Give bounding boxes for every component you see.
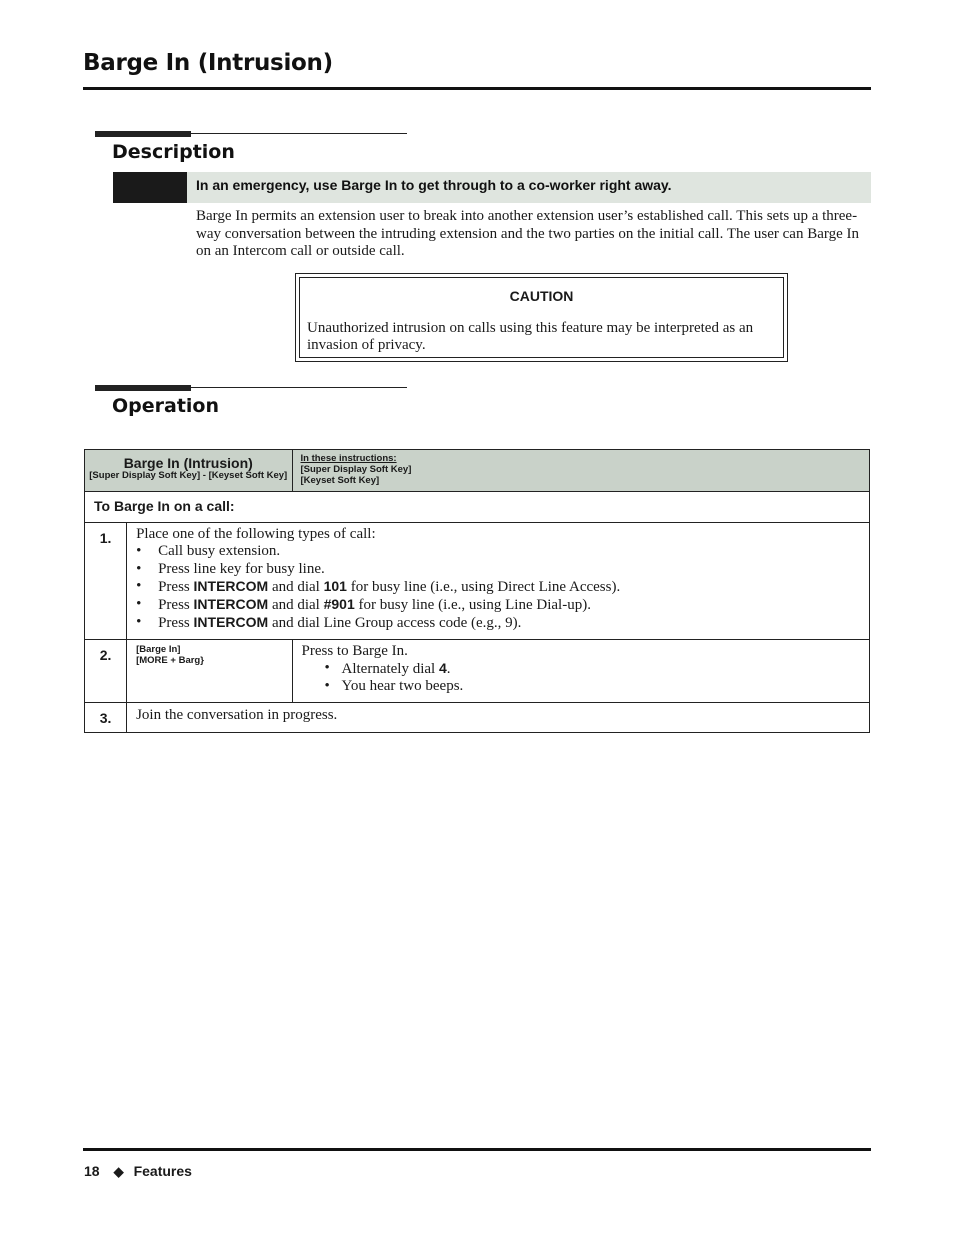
text-fragment: and dial bbox=[268, 578, 324, 595]
text-fragment: and dial Line Group access code (e.g., 9). bbox=[268, 615, 522, 632]
soft-key-label: [Barge In] bbox=[136, 643, 181, 655]
list-item: • Call busy extension. bbox=[136, 543, 861, 560]
soft-key-cell bbox=[127, 639, 292, 702]
description-body: Barge In permits an extension user to break into another extension user’s established call. This sets up a three-way conversation between the intruding extension and the two parties on the initial call. The user can Barge In on an Intercom call or outside call. bbox=[196, 208, 859, 259]
operation-table bbox=[84, 449, 870, 733]
step-body bbox=[127, 523, 870, 640]
step-intro: Press to Barge In. bbox=[301, 642, 408, 659]
dial-code: 101 bbox=[323, 577, 347, 594]
step-bullets bbox=[136, 543, 861, 632]
summary-text: In an emergency, use Barge In to get through to a co-worker right away. bbox=[196, 177, 672, 193]
soft-key-label: [MORE + Barg} bbox=[136, 654, 204, 666]
caution-text: Unauthorized intrusion on calls using this feature may be interpreted as an invasion of privacy. bbox=[307, 320, 754, 353]
text-fragment: and dial bbox=[268, 597, 324, 614]
table-header-cell bbox=[85, 450, 293, 492]
text-fragment: Press bbox=[158, 578, 194, 595]
text-fragment: . bbox=[446, 661, 451, 678]
section-rule-thick bbox=[95, 131, 191, 137]
list-item bbox=[136, 614, 861, 632]
page-title: Barge In (Intrusion) bbox=[83, 50, 333, 76]
step-number: 1. bbox=[85, 523, 127, 640]
description-heading: Description bbox=[112, 141, 235, 163]
table-subtitle: [Super Display Soft Key] - [Keyset Soft Key] bbox=[89, 470, 288, 481]
page-footer bbox=[84, 1163, 192, 1180]
diamond-icon: ◆ bbox=[113, 1164, 124, 1179]
list-item: • Press line key for busy line. bbox=[136, 561, 861, 578]
title-rule bbox=[83, 87, 871, 90]
key-name: INTERCOM bbox=[193, 596, 269, 613]
text-fragment: for busy line (i.e., using Line Dial-up). bbox=[354, 597, 591, 614]
step-intro: Join the conversation in progress. bbox=[136, 706, 338, 723]
table-row bbox=[85, 639, 870, 702]
text-fragment: Press bbox=[158, 615, 194, 632]
list-item bbox=[325, 660, 862, 678]
text-fragment: for busy line (i.e., using Direct Line Access). bbox=[346, 578, 621, 595]
text-fragment: Alternately dial bbox=[341, 661, 439, 678]
step-bullets bbox=[302, 660, 862, 696]
step-body bbox=[292, 639, 870, 702]
table-header-row bbox=[85, 450, 870, 492]
table-row bbox=[85, 702, 870, 732]
summary-marker bbox=[113, 172, 187, 203]
page-number: 18 bbox=[84, 1163, 100, 1179]
key-name: INTERCOM bbox=[193, 614, 269, 631]
footer-rule bbox=[83, 1148, 871, 1151]
table-title: Barge In (Intrusion) bbox=[123, 455, 253, 471]
list-item bbox=[136, 578, 861, 596]
table-row bbox=[85, 523, 870, 640]
section-rule-thin bbox=[95, 387, 407, 388]
legend-line: [Keyset Soft Key] bbox=[300, 475, 380, 486]
key-name: INTERCOM bbox=[193, 577, 269, 594]
legend-title: In these instructions: bbox=[300, 453, 397, 464]
caution-box bbox=[295, 273, 788, 362]
caution-inner-border bbox=[299, 277, 784, 358]
section-rule-thick bbox=[95, 385, 191, 391]
caution-title: CAUTION bbox=[509, 288, 574, 304]
step-body bbox=[127, 702, 870, 732]
footer-section: Features bbox=[133, 1163, 192, 1179]
dial-code: 4 bbox=[438, 660, 447, 677]
section-label: To Barge In on a call: bbox=[85, 492, 870, 523]
list-item: • You hear two beeps. bbox=[325, 678, 862, 695]
table-section-row bbox=[85, 492, 870, 523]
operation-heading: Operation bbox=[112, 395, 220, 417]
legend-line: [Super Display Soft Key] bbox=[300, 464, 412, 475]
step-intro: Place one of the following types of call: bbox=[136, 526, 376, 542]
section-rule-thin bbox=[95, 133, 407, 134]
table-legend bbox=[292, 450, 870, 492]
step-number: 2. bbox=[85, 639, 127, 702]
text-fragment: Press bbox=[158, 597, 194, 614]
step-number: 3. bbox=[85, 702, 127, 732]
list-item bbox=[136, 596, 861, 614]
dial-code: #901 bbox=[323, 596, 355, 613]
